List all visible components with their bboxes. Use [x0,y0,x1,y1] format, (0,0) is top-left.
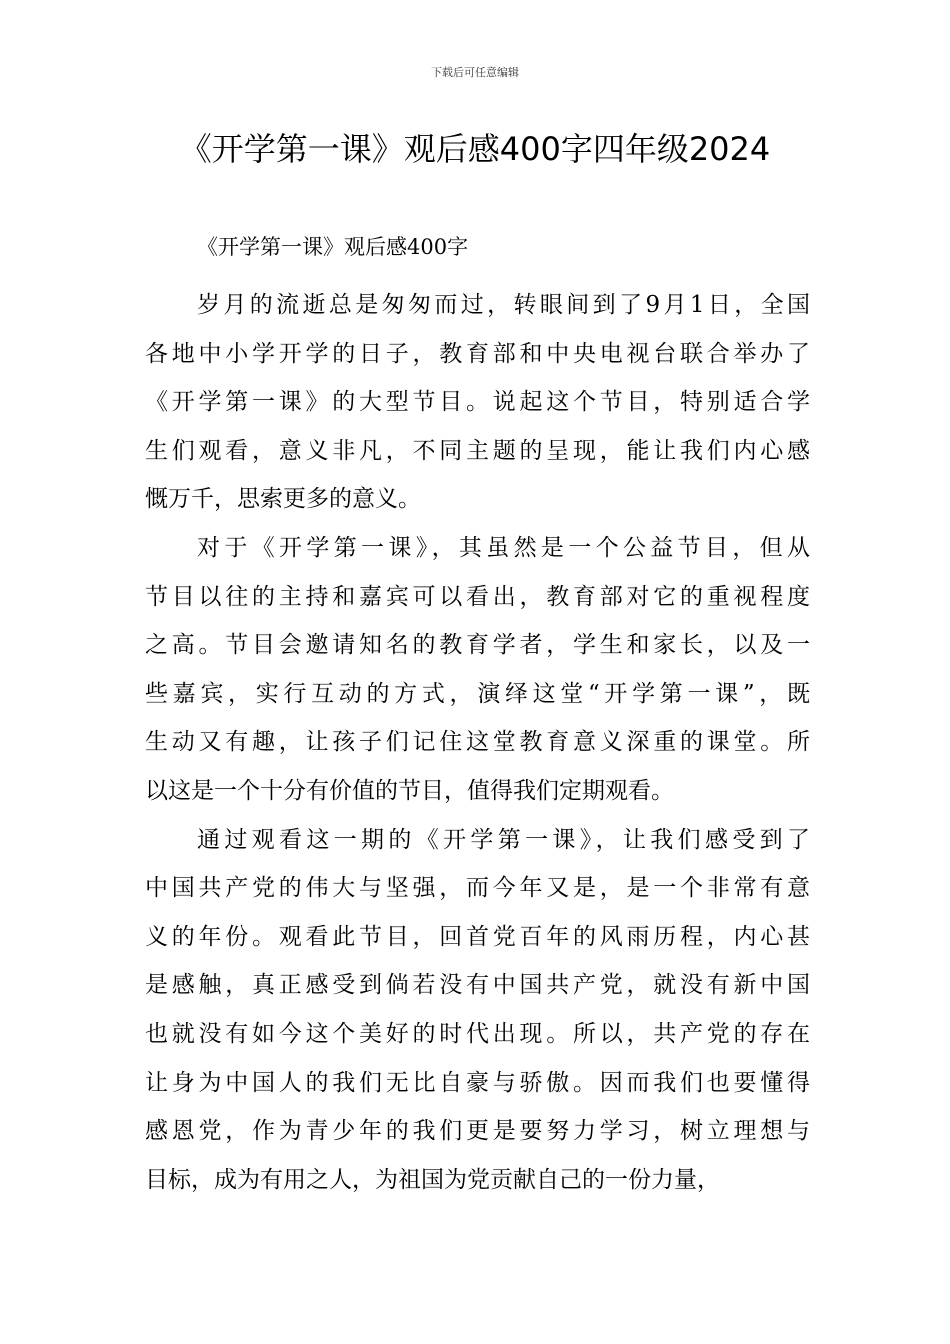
essay-subtitle: 《开学第一课》观后感400字 [197,235,469,259]
text-line: 慨万千，思索更多的意义。 [145,486,421,513]
text-line: 目标，成为有用之人，为祖国为党贡献自己的一份力量， [145,1166,720,1193]
text-line: 让身为中国人的我们无比自豪与骄傲。因而我们也要懂得 [145,1069,810,1096]
text-line: 生们观看，意义非凡，不同主题的呈现，能让我们内心感 [145,437,810,464]
text-line: 对于《开学第一课》，其虽然是一个公益节目，但从 [197,534,810,561]
paragraph-3 [145,816,810,1205]
paragraph-2 [145,524,810,816]
text-line: 是感触，真正感受到倘若没有中国共产党，就没有新中国 [145,972,810,999]
text-line: 生动又有趣，让孩子们记住这堂教育意义深重的课堂。所 [145,729,810,756]
essay-body [145,281,810,1204]
text-line: 些嘉宾，实行互动的方式，演绎这堂“开学第一课”，既 [145,680,810,707]
document-title: 《开学第一课》观后感400字四年级2024 [179,130,771,168]
text-line: 之高。节目会邀请知名的教育学者，学生和家长，以及一 [145,632,810,659]
text-line: 《开学第一课》的大型节目。说起这个节目，特别适合学 [145,389,810,416]
text-line: 各地中小学开学的日子，教育部和中央电视台联合举办了 [145,340,810,367]
paragraph-1 [145,281,810,524]
text-line: 节目以往的主持和嘉宾可以看出，教育部对它的重视程度 [145,583,810,610]
text-line: 以这是一个十分有价值的节目，值得我们定期观看。 [145,777,674,804]
text-line: 中国共产党的伟大与坚强，而今年又是，是一个非常有意 [145,875,810,902]
text-line: 义的年份。观看此节目，回首党百年的风雨历程，内心甚 [145,923,810,950]
text-line: 感恩党，作为青少年的我们更是要努力学习，树立理想与 [145,1118,810,1145]
text-line: 也就没有如今这个美好的时代出现。所以，共产党的存在 [145,1020,810,1047]
text-line: 通过观看这一期的《开学第一课》，让我们感受到了 [197,826,810,853]
header-note: 下载后可任意编辑 [431,66,519,79]
text-line: 岁月的流逝总是匆匆而过，转眼间到了9月1日，全国 [197,292,810,318]
